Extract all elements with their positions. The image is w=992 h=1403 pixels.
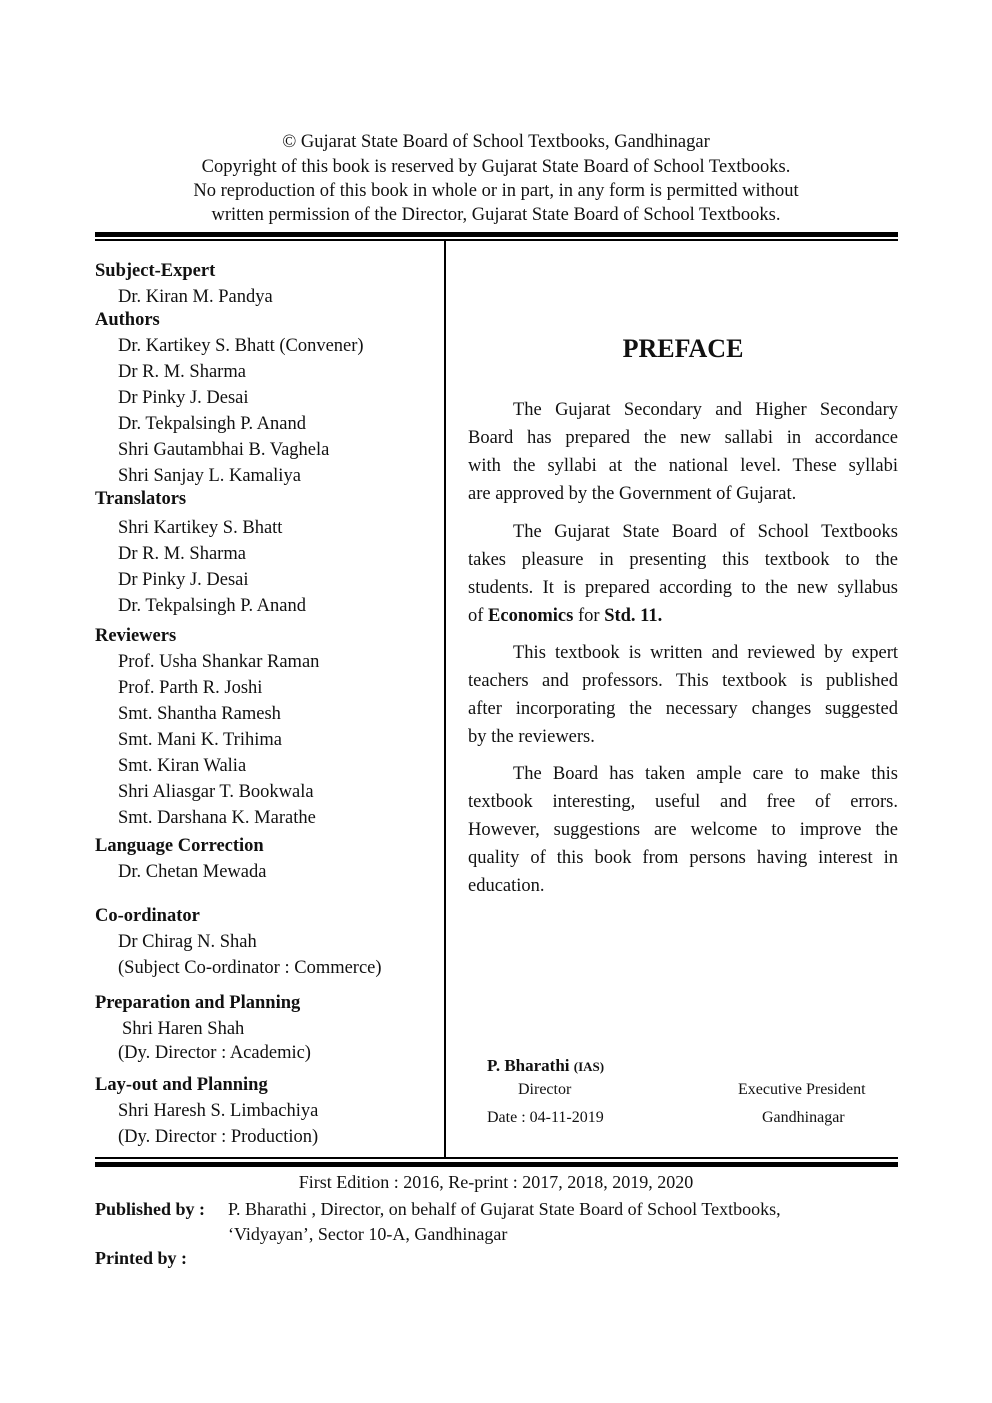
published-by-label: Published by : [95, 1199, 206, 1219]
printed-by-label: Printed by : [95, 1248, 187, 1268]
credit-name: Dr. Chetan Mewada [118, 862, 267, 882]
signatory-name [487, 1056, 604, 1076]
credit-name: Dr Chirag N. Shah [118, 932, 257, 952]
bottom-thin-rule [95, 1157, 898, 1159]
top-thin-rule [95, 239, 898, 241]
credit-name: Smt. Kiran Walia [118, 756, 247, 776]
preface-paragraph-1 [468, 396, 898, 508]
credit-name: Dr. Kiran M. Pandya [118, 287, 273, 307]
signature-place: Gandhinagar [762, 1109, 845, 1126]
text-line: teachers and professors. This textbook is published [468, 671, 898, 691]
text: of [468, 606, 489, 626]
name-suffix: (IAS) [573, 1059, 605, 1074]
credit-name: Dr. Tekpalsingh P. Anand [118, 414, 306, 434]
credit-name: (Dy. Director : Production) [118, 1127, 319, 1147]
bottom-thick-rule [95, 1162, 898, 1167]
copyright-line: © Gujarat State Board of School Textbooks, Gandhinagar [282, 132, 710, 152]
heading-layout: Lay-out and Planning [95, 1075, 268, 1095]
text-line: by the reviewers. [468, 727, 595, 747]
heading-reviewers: Reviewers [95, 626, 177, 646]
heading-translators: Translators [95, 489, 187, 509]
credit-name: Prof. Parth R. Joshi [118, 678, 263, 698]
text-line: with the syllabi at the national level. These syllabi [468, 456, 898, 476]
name: P. Bharathi [487, 1056, 570, 1075]
text-line: students. It is prepared according to the new syllabus [468, 578, 898, 598]
publisher-address: ‘Vidyayan’, Sector 10-A, Gandhinagar [228, 1224, 508, 1244]
preface-paragraph-2 [468, 518, 898, 630]
standard: Std. 11. [604, 606, 663, 626]
text: for [573, 606, 605, 626]
credit-name: Shri Kartikey S. Bhatt [118, 518, 283, 538]
heading-language-correction: Language Correction [95, 836, 264, 856]
heading-subject-expert: Subject-Expert [95, 261, 216, 281]
text-line: However, suggestions are welcome to improve the [468, 820, 898, 840]
credit-name: Dr. Kartikey S. Bhatt (Convener) [118, 336, 364, 356]
text-line: are approved by the Government of Gujarat. [468, 484, 797, 504]
text-line: quality of this book from persons having interest in [468, 848, 898, 868]
preface-paragraph-3 [468, 639, 898, 751]
signature-date: Date : 04-11-2019 [487, 1109, 604, 1126]
text-line: This textbook is written and reviewed by expert [513, 643, 898, 663]
copyright-line: written permission of the Director, Gujarat State Board of School Textbooks. [211, 205, 781, 225]
credit-name: Dr Pinky J. Desai [118, 388, 249, 408]
credit-name: Shri Sanjay L. Kamaliya [118, 466, 301, 486]
credit-name: Smt. Darshana K. Marathe [118, 808, 316, 828]
credit-name: (Dy. Director : Academic) [118, 1043, 311, 1063]
copyright-line: No reproduction of this book in whole or in part, in any form is permitted without [193, 181, 799, 201]
credit-name: Dr. Tekpalsingh P. Anand [118, 596, 306, 616]
credit-name: Shri Aliasgar T. Bookwala [118, 782, 314, 802]
text-line: Board has prepared the new sallabi in accordance [468, 428, 898, 448]
signatory-role: Director [518, 1081, 572, 1098]
text-line: after incorporating the necessary changes suggested [468, 699, 898, 719]
heading-preparation: Preparation and Planning [95, 993, 301, 1013]
column-divider [444, 240, 446, 1158]
credit-name: Shri Gautambhai B. Vaghela [118, 440, 330, 460]
credit-name: Prof. Usha Shankar Raman [118, 652, 320, 672]
publisher-line: P. Bharathi , Director, on behalf of Gujarat State Board of School Textbooks, [228, 1199, 781, 1219]
preface-title: PREFACE [622, 334, 744, 363]
text-line [468, 602, 898, 630]
heading-coordinator: Co-ordinator [95, 906, 200, 926]
text-line: education. [468, 876, 545, 896]
text-line: The Gujarat Secondary and Higher Secondary [513, 400, 898, 420]
credit-name: Shri Haren Shah [122, 1019, 245, 1039]
heading-authors: Authors [95, 310, 160, 330]
credit-name: Dr R. M. Sharma [118, 362, 246, 382]
edition-info: First Edition : 2016, Re-print : 2017, 2018, 2019, 2020 [298, 1172, 694, 1192]
credit-name: Dr R. M. Sharma [118, 544, 246, 564]
text-line: The Gujarat State Board of School Textbooks [513, 522, 898, 542]
copyright-line: Copyright of this book is reserved by Gujarat State Board of School Textbooks. [201, 157, 791, 177]
signatory-title: Executive President [738, 1081, 866, 1098]
credit-name: (Subject Co-ordinator : Commerce) [118, 958, 382, 978]
text-line: takes pleasure in presenting this textbook to the [468, 550, 898, 570]
top-thick-rule [95, 232, 898, 237]
credit-name: Dr Pinky J. Desai [118, 570, 249, 590]
credit-name: Shri Haresh S. Limbachiya [118, 1101, 319, 1121]
credit-name: Smt. Shantha Ramesh [118, 704, 281, 724]
credit-name: Smt. Mani K. Trihima [118, 730, 282, 750]
subject-name: Economics [488, 606, 574, 626]
text-line: textbook interesting, useful and free of errors. [468, 792, 898, 812]
text-line: The Board has taken ample care to make this [513, 764, 898, 784]
preface-paragraph-4 [468, 760, 898, 900]
